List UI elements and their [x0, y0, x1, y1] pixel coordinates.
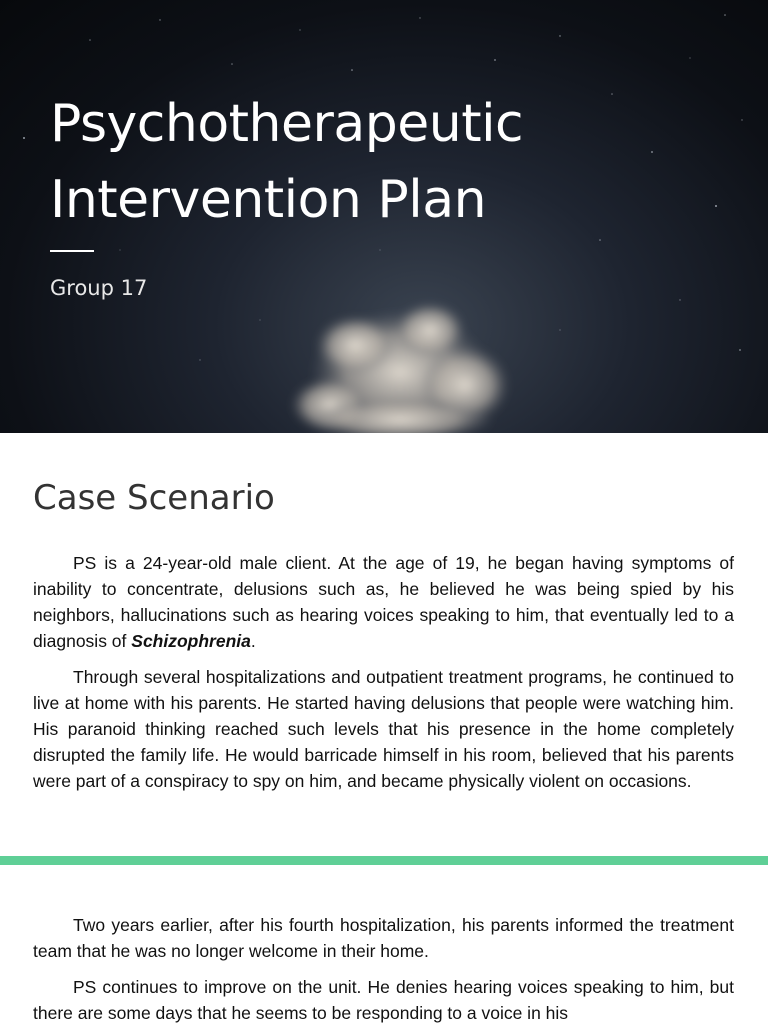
slide-divider [0, 856, 768, 865]
page-title [50, 86, 523, 238]
case-scenario-continued [33, 912, 734, 1036]
paragraph-3: Two years earlier, after his fourth hospitalization, his parents informed the treatment team that he was no longer welcome in their home. [33, 915, 734, 961]
title-line-2: Intervention Plan [50, 170, 487, 230]
diagnosis-term: Schizophrenia [131, 631, 251, 651]
hero-banner [0, 0, 768, 433]
paragraph-2: Through several hospitalizations and outpatient treatment programs, he continued to live at home with his parents. He started having delusions that people were watching him. His paranoid thinking reached such levels that his presence in the home completely disrupted the family life. He would barricade himself in his room, believed that his parents were part of a conspiracy to spy on him, and became physically violent on occasions. [33, 667, 734, 791]
case-scenario-body [33, 550, 734, 804]
title-line-1: Psychotherapeutic [50, 94, 524, 154]
section-heading: Case Scenario [33, 478, 275, 518]
paragraph-1-text: PS is a 24-year-old male client. At the age of 19, he began having symptoms of inability to concentrate, delusions such as, he believed he was being spied by his neighbors, hallucinations such as hearing voices speaking to him, that eventually led to a diagnosis of [33, 553, 734, 651]
group-subtitle: Group 17 [50, 276, 148, 300]
paragraph-1-end: . [250, 631, 256, 651]
paragraph-1 [33, 550, 734, 654]
title-underline [50, 250, 94, 252]
paragraph-4: PS continues to improve on the unit. He denies hearing voices speaking to him, but there are some days that he seems to be responding to a voice in his [33, 977, 734, 1023]
